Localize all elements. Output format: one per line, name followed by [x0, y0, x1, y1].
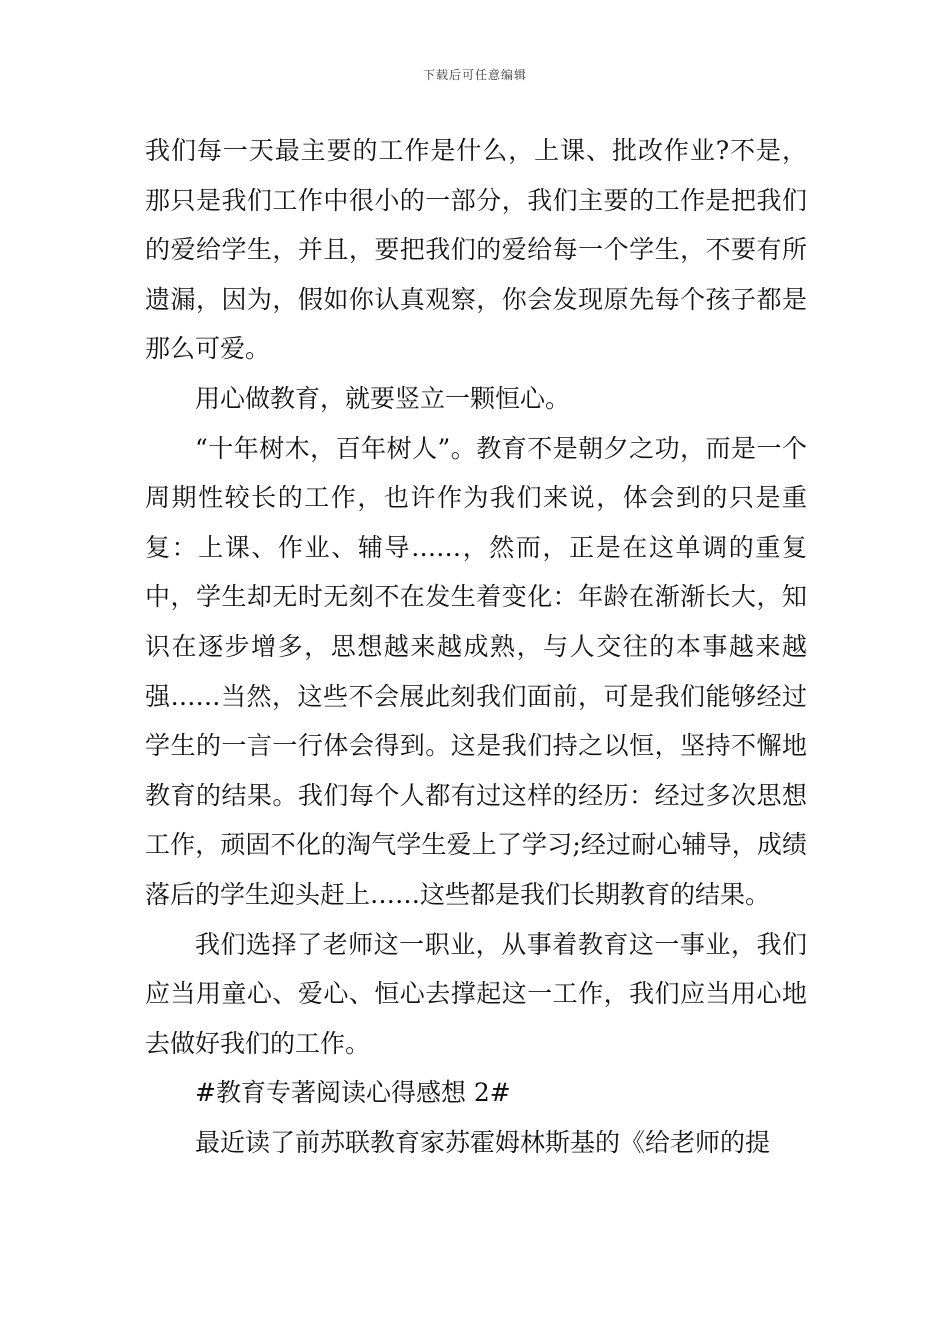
document-body — [145, 126, 807, 1167]
page-header: 下载后可任意编辑 — [422, 68, 527, 82]
paragraph-1: 我们每一天最主要的工作是什么，上课、批改作业?不是，那只是我们工作中很小的一部分，我们主要的工作是把我们的爱给学生，并且，要把我们的爱给每一个学生，不要有所遗漏，因为，假如你认真观察，你会发现原先每个孩子都是那么可爱。 — [145, 136, 807, 364]
paragraph-4: 我们选择了老师这一职业，从事着教育这一事业，我们应当用童心、爱心、恒心去撑起这一工作，我们应当用心地去做好我们的工作。 — [145, 929, 807, 1058]
paragraph-5: 最近读了前苏联教育家苏霍姆林斯基的《给老师的提 — [195, 1127, 771, 1157]
paragraph-2: 用心做教育，就要竖立一颗恒心。 — [195, 383, 571, 413]
paragraph-3: “十年树木，百年树人”。教育不是朝夕之功，而是一个周期性较长的工作，也许作为我们来说，体会到的只是重复：上课、作业、辅导……，然而，正是在这单调的重复中，学生却无时无刻不在发生着变化：年龄在渐渐长大，知识在逐步增多，思想越来越成熟，与人交往的本事越来越强……当然，这些不会展此刻我们面前，可是我们能够经过学生的一言一行体会得到。这是我们持之以恒，坚持不懈地教育的结果。我们每个人都有过这样的经历：经过多次思想工作，顽固不化的淘气学生爱上了学习;经过耐心辅导，成绩落后的学生迎头赶上……这些都是我们长期教育的结果。 — [145, 433, 807, 909]
section-heading: #教育专著阅读心得感想 2# — [195, 1078, 511, 1108]
